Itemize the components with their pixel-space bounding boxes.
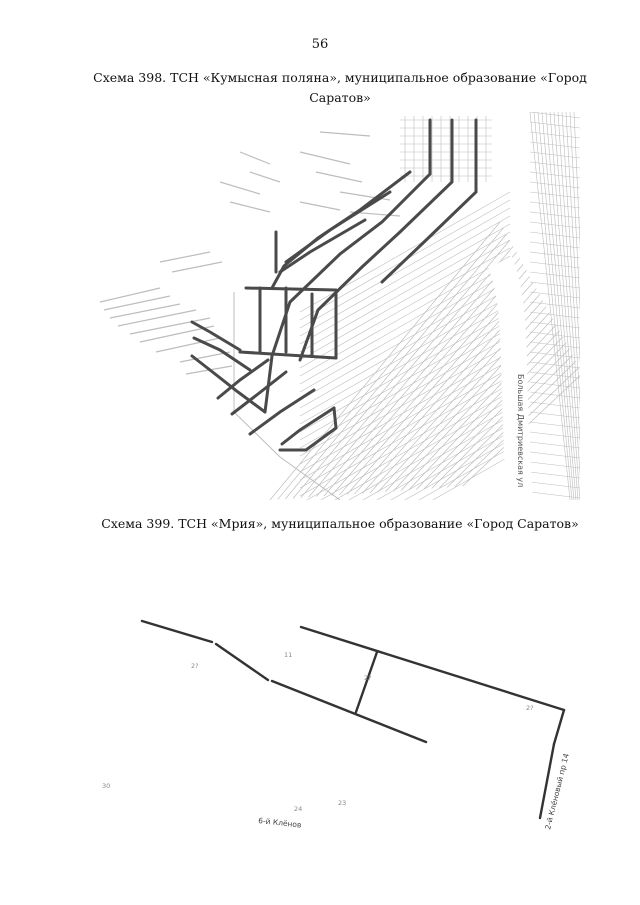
map-grid-line (554, 112, 580, 500)
map-grid-line (300, 152, 350, 164)
map-grid-line (530, 412, 580, 418)
map-grid-line (530, 112, 580, 118)
map-grid-line (538, 112, 574, 500)
map-grid-line (530, 422, 580, 428)
plot-label: 23 (338, 799, 347, 807)
map-grid-line (160, 252, 210, 262)
map-grid-line (250, 172, 280, 182)
street-label-399-right: 2-й Клёновый пр 14 (543, 752, 571, 831)
map-grid-line (240, 152, 270, 164)
map-grid-line (324, 264, 523, 496)
plot-label: 2? (191, 662, 199, 670)
map-grid-line (300, 192, 510, 312)
map-grid-line (300, 248, 510, 368)
map-grid-line (530, 472, 580, 478)
plot-label: 30 (102, 782, 111, 790)
map-grid-line (300, 320, 510, 440)
plot-label: 24 (294, 805, 303, 813)
map-grid-line (300, 336, 510, 456)
caption-scheme-399: Схема 399. ТСН «Мрия», муниципальное образование «Город Саратов» (101, 516, 579, 531)
map-grid-line (570, 112, 580, 500)
map-grid-line (300, 232, 510, 352)
map-scheme-398 (100, 112, 580, 500)
map-grid-line (530, 232, 580, 238)
map-grid-line (530, 132, 580, 138)
map-grid-line (172, 262, 222, 272)
map-grid-line (300, 304, 510, 424)
street-label-399-bottom: 6-й Клёнов (257, 816, 302, 830)
map-grid-line (320, 132, 370, 136)
caption-scheme-398: Схема 398. ТСН «Кумысная поляна», муниципальное образование «Город Саратов» (93, 70, 587, 105)
page-number: 56 (311, 37, 329, 52)
map-398-highlight (192, 120, 476, 450)
map-grid-line (220, 182, 260, 194)
map-399-labels (102, 651, 534, 813)
plot-label: 2? (526, 704, 534, 712)
map-grid-line (530, 242, 580, 248)
map-grid-line (300, 264, 510, 384)
map-grid-line (180, 352, 230, 362)
map-grid-line (300, 240, 510, 360)
map-grid-line (300, 202, 340, 210)
map-grid-line (530, 212, 580, 218)
map-grid-line (530, 272, 580, 278)
map-grid-line (530, 492, 580, 498)
map-grid-line (530, 442, 580, 448)
map-grid-line (316, 172, 362, 182)
map-399-roads (142, 621, 564, 818)
map-grid-line (300, 216, 510, 336)
map-grid-line (530, 452, 580, 458)
map-grid-line (534, 112, 572, 500)
street-label-398: Большая Дмитриевская ул (516, 374, 525, 488)
plot-label: 2? (364, 674, 372, 682)
map-grid-line (530, 202, 580, 208)
map-grid-line (300, 296, 510, 416)
map-grid-line (530, 192, 580, 198)
map-grid-line (530, 392, 580, 398)
map-scheme-399 (96, 560, 586, 840)
map-grid-line (230, 202, 270, 212)
map-grid-line (530, 312, 580, 318)
plot-label: 11 (284, 651, 293, 659)
